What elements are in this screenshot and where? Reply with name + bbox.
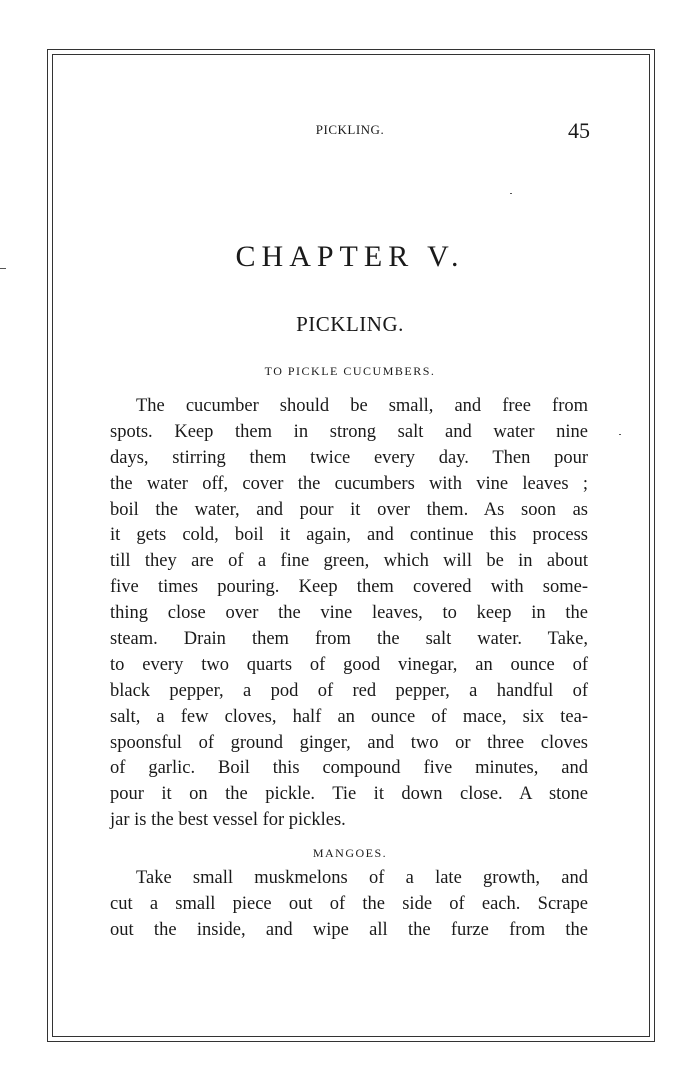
- print-speck: [619, 434, 621, 435]
- recipe-body-pickle-cucumbers: [110, 394, 588, 834]
- text-line: out the inside, and wipe all the furze from the: [110, 919, 588, 940]
- text-line: boil the water, and pour it over them. As soon as: [110, 499, 588, 520]
- print-speck: [0, 268, 6, 269]
- recipe-body-mangoes: [110, 866, 588, 944]
- running-title: PICKLING.: [315, 122, 385, 137]
- text-line: it gets cold, boil it again, and continue this process: [110, 525, 588, 546]
- chapter-title: CHAPTER V.: [235, 240, 465, 273]
- text-line: spoonsful of ground ginger, and two or three cloves: [110, 732, 588, 753]
- print-speck: [510, 193, 512, 194]
- text-line: the water off, cover the cucumbers with vine leaves ;: [110, 473, 588, 494]
- text-line: black pepper, a pod of red pepper, a handful of: [110, 680, 588, 701]
- text-line: steam. Drain them from the salt water. Take,: [110, 629, 588, 650]
- text-line: spots. Keep them in strong salt and water nine: [110, 421, 588, 442]
- text-line: thing close over the vine leaves, to keep in the: [110, 603, 588, 624]
- text-line: cut a small piece out of the side of each. Scrape: [110, 893, 588, 914]
- text-line: five times pouring. Keep them covered with some-: [110, 577, 588, 598]
- text-line: jar is the best vessel for pickles.: [110, 810, 346, 831]
- text-line: of garlic. Boil this compound five minutes, and: [110, 758, 588, 779]
- recipe-heading-mangoes: MANGOES.: [312, 846, 388, 860]
- text-line: till they are of a fine green, which will be in about: [110, 551, 588, 572]
- text-line: Take small muskmelons of a late growth, and: [136, 868, 588, 888]
- text-line: pour it on the pickle. Tie it down close. A stone: [110, 784, 588, 805]
- text-line: days, stirring them twice every day. Then pour: [110, 447, 588, 468]
- running-head: [110, 118, 590, 146]
- text-line: to every two quarts of good vinegar, an ounce of: [110, 654, 588, 675]
- recipe-heading-pickle-cucumbers: TO PICKLE CUCUMBERS.: [264, 364, 436, 378]
- page-number: 45: [568, 118, 590, 143]
- text-line: The cucumber should be small, and free from: [136, 396, 588, 416]
- text-line: salt, a few cloves, half an ounce of mace, six tea-: [110, 706, 588, 727]
- section-title: PICKLING.: [296, 312, 404, 336]
